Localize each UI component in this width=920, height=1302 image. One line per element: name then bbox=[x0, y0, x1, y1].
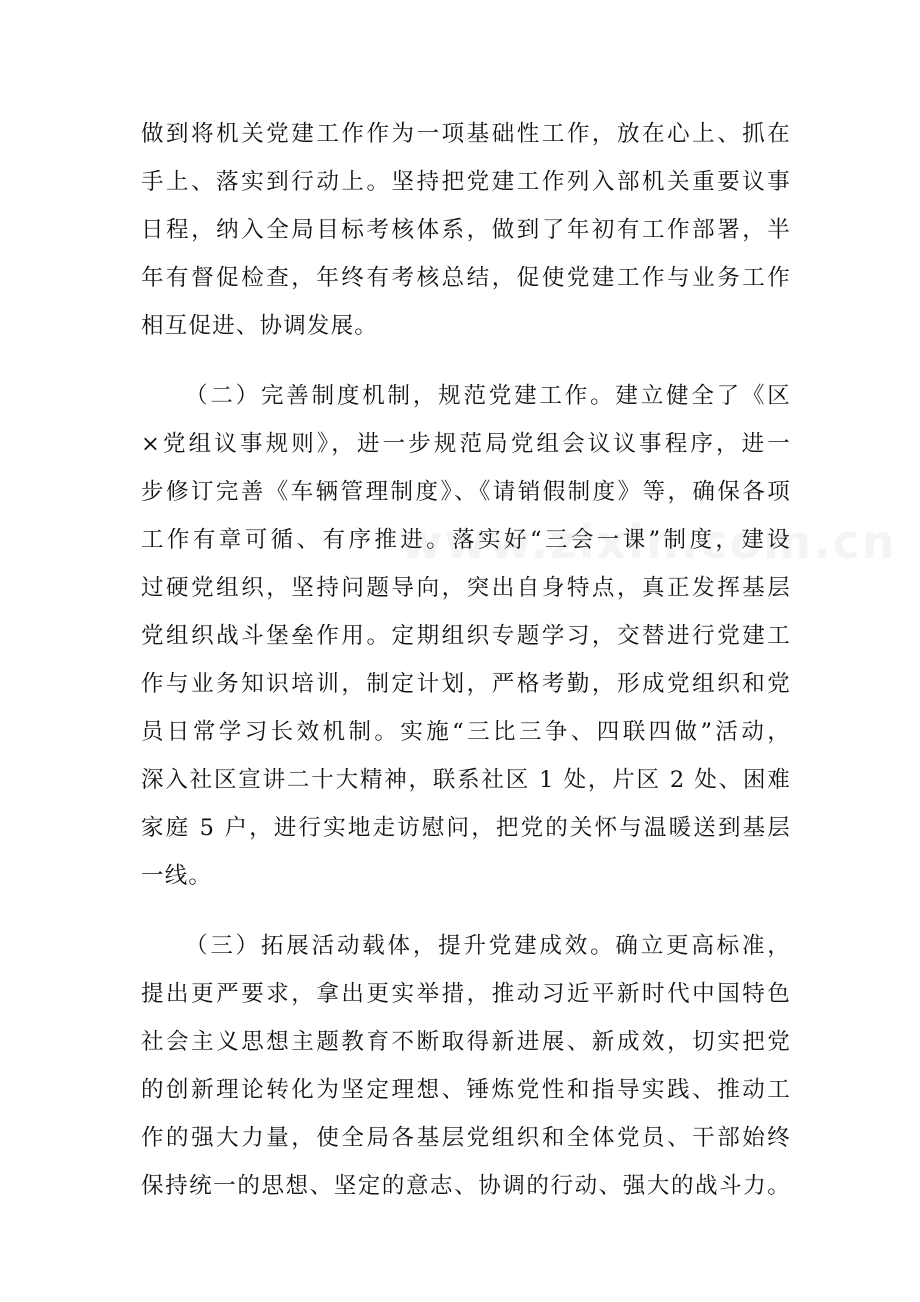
paragraph-line: 过硬党组织，坚持问题导向，突出自身特点，真正发挥基层 bbox=[141, 575, 791, 601]
paragraph-line: 工作有章可循、有序推进。落实好“三会一课”制度，建设 bbox=[141, 527, 791, 553]
paragraph-line: ×党组议事规则》，进一步规范局党组会议议事程序，进一 bbox=[141, 431, 791, 457]
paragraph-line: 作与业务知识培训，制定计划，严格考勤，形成党组织和党 bbox=[141, 671, 791, 697]
paragraph-gap bbox=[141, 350, 791, 372]
paragraph-line: 员日常学习长效机制。实施“三比三争、四联四做”活动， bbox=[141, 719, 791, 745]
paragraph-3 bbox=[141, 922, 791, 1210]
paragraph-line: 家庭 5 户，进行实地走访慰问，把党的关怀与温暖送到基层 bbox=[141, 815, 791, 841]
paragraph-line: 保持统一的思想、坚定的意志、协调的行动、强大的战斗力。 bbox=[141, 1173, 791, 1199]
paragraph-line: 作的强大力量，使全局各基层党组织和全体党员、干部始终 bbox=[141, 1125, 791, 1151]
paragraph-line: 社会主义思想主题教育不断取得新进展、新成效，切实把党 bbox=[141, 1029, 791, 1055]
paragraph-line: 做到将机关党建工作作为一项基础性工作，放在心上、抓在 bbox=[141, 121, 791, 147]
paragraph-line: 相互促进、协调发展。 bbox=[141, 313, 379, 339]
paragraph-line: （二）完善制度机制，规范党建工作。建立健全了《区 bbox=[185, 383, 791, 409]
paragraph-line: 步修订完善《车辆管理制度》、《请销假制度》等，确保各项 bbox=[141, 479, 791, 505]
paragraph-line: 深入社区宣讲二十大精神，联系社区 1 处，片区 2 处、困难 bbox=[141, 767, 791, 793]
paragraph-gap bbox=[141, 900, 791, 922]
paragraph-line: （三）拓展活动载体，提升党建成效。确立更高标准， bbox=[185, 933, 791, 959]
paragraph-line: 日程，纳入全局目标考核体系，做到了年初有工作部署，半 bbox=[141, 217, 791, 243]
paragraph-line: 一线。 bbox=[141, 863, 213, 889]
paragraph-line: 手上、落实到行动上。坚持把党建工作列入部机关重要议事 bbox=[141, 169, 791, 195]
text-body bbox=[141, 110, 791, 1210]
paragraph-2 bbox=[141, 372, 791, 900]
paragraph-1 bbox=[141, 110, 791, 350]
paragraph-line: 党组织战斗堡垒作用。定期组织专题学习，交替进行党建工 bbox=[141, 623, 791, 649]
paragraph-line: 的创新理论转化为坚定理想、锤炼党性和指导实践、推动工 bbox=[141, 1077, 791, 1103]
paragraph-line: 年有督促检查，年终有考核总结，促使党建工作与业务工作 bbox=[141, 265, 791, 291]
paragraph-line: 提出更严要求，拿出更实举措，推动习近平新时代中国特色 bbox=[141, 981, 791, 1007]
